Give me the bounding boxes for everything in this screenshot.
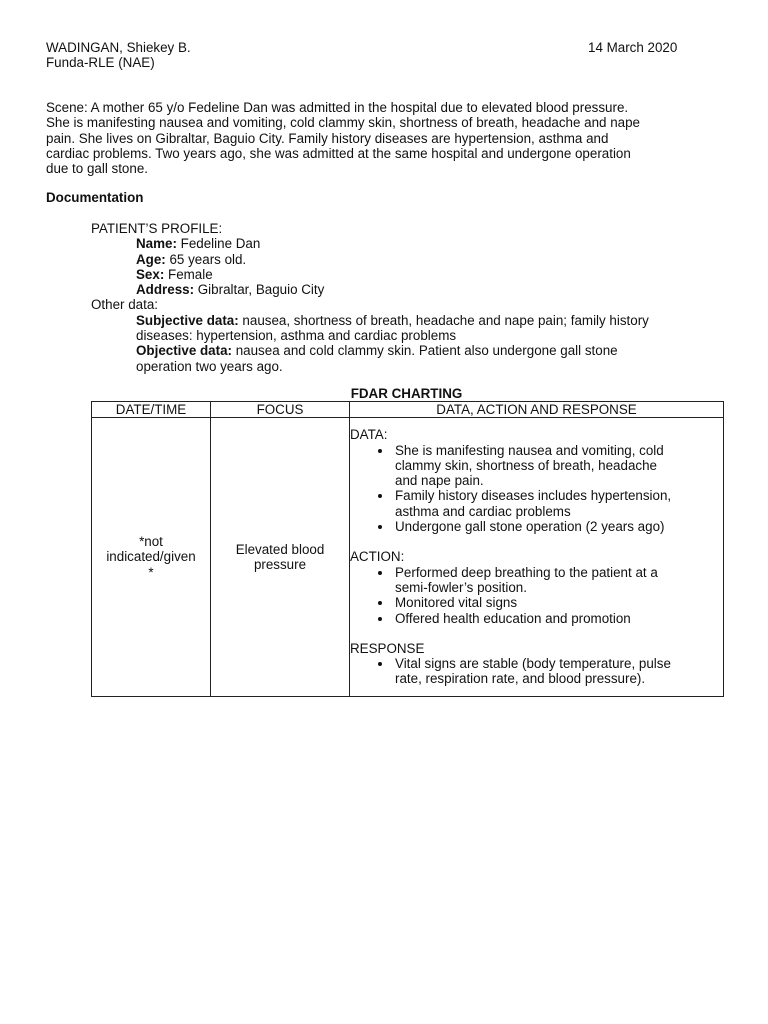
focus-line: pressure [253,557,307,572]
dar-cell [350,418,724,697]
subjective-label: Subjective data: [136,312,239,328]
data-heading: DATA: [350,427,388,443]
course-label: Funda-RLE (NAE) [46,55,155,70]
list-item [350,611,723,626]
scene-line: cardiac problems. Two years ago, she was admitted at the same hospital and undergone operation [46,145,631,161]
item-line: Undergone gall stone operation (2 years ago) [395,519,665,535]
focus-line: Elevated blood [235,541,325,557]
list-item [350,443,723,489]
name-value: Fedeline Dan [176,236,261,252]
age-label: Age: [136,251,166,267]
address-row [91,282,649,297]
fdar-table [91,401,724,697]
list-item [350,519,723,534]
item-line: Monitored vital signs [395,595,518,611]
fdar-title: FDAR CHARTING [350,386,463,401]
action-heading: ACTION: [350,549,405,565]
address-label: Address: [136,282,195,298]
focus-cell [211,418,350,697]
data-list [350,443,723,535]
fdar-header-row [92,402,724,418]
item-line: and nape pain. [395,473,484,489]
age-value: 65 years old. [165,251,247,267]
column-header-date-time: DATE/TIME [92,402,211,418]
scene-line: She is manifesting nausea and vomiting, cold clammy skin, shortness of breath, headache and nape [46,115,641,131]
scene-line: pain. She lives on Gibraltar, Baguio City. Family history diseases are hypertension, asthma and [46,130,609,146]
sex-row [91,267,649,282]
objective-label: Objective data: [136,343,232,359]
item-line: Vital signs are stable (body temperature, pulse [395,656,671,672]
name-row [91,236,649,251]
date-line: indicated/given [106,549,196,565]
subjective-continued: diseases: hypertension, asthma and cardiac problems [136,328,457,344]
subjective-value: nausea, shortness of breath, headache and nape pain; family history [238,312,649,328]
list-item [350,488,723,519]
subjective-row [91,313,649,328]
action-list [350,565,723,626]
scene-line: due to gall stone. [46,161,148,177]
scene-line: Scene: A mother 65 y/o Fedeline Dan was admitted in the hospital due to elevated blood pressure. [46,100,629,115]
document-date: 14 March 2020 [588,40,678,55]
sex-value: Female [164,266,213,282]
column-header-focus: FOCUS [211,402,350,418]
objective-value: nausea and cold clammy skin. Patient also undergone gall stone [232,343,618,359]
item-line: She is manifesting nausea and vomiting, cold [395,442,664,458]
name-label: Name: [136,236,177,252]
response-heading: RESPONSE [350,640,425,656]
item-line: Offered health education and promotion [395,610,631,626]
documentation-heading: Documentation [46,190,144,205]
scene-paragraph [46,100,716,176]
date-time-cell [92,418,211,697]
column-header-dar: DATA, ACTION AND RESPONSE [350,402,724,418]
date-line: * [148,564,154,580]
profile-heading: PATIENT’S PROFILE: [91,221,223,236]
list-item [350,656,723,687]
age-row [91,252,649,267]
date-line: *not [139,534,163,550]
list-item [350,565,723,596]
address-value: Gibraltar, Baguio City [194,282,325,298]
objective-row [91,343,649,358]
sex-label: Sex: [136,266,165,282]
item-line: asthma and cardiac problems [395,503,571,519]
objective-continued: operation two years ago. [136,358,283,374]
list-item [350,595,723,610]
item-line: rate, respiration rate, and blood pressure). [395,671,646,687]
student-name: WADINGAN, Shiekey B. [46,40,191,55]
item-line: clammy skin, shortness of breath, headache [395,457,657,473]
item-line: Performed deep breathing to the patient at a [395,564,658,580]
item-line: Family history diseases includes hypertension, [395,488,672,504]
other-data-heading: Other data: [91,297,158,313]
fdar-entry-row [92,418,724,697]
response-list [350,656,723,687]
item-line: semi-fowler’s position. [395,579,527,595]
patient-profile [91,221,649,374]
